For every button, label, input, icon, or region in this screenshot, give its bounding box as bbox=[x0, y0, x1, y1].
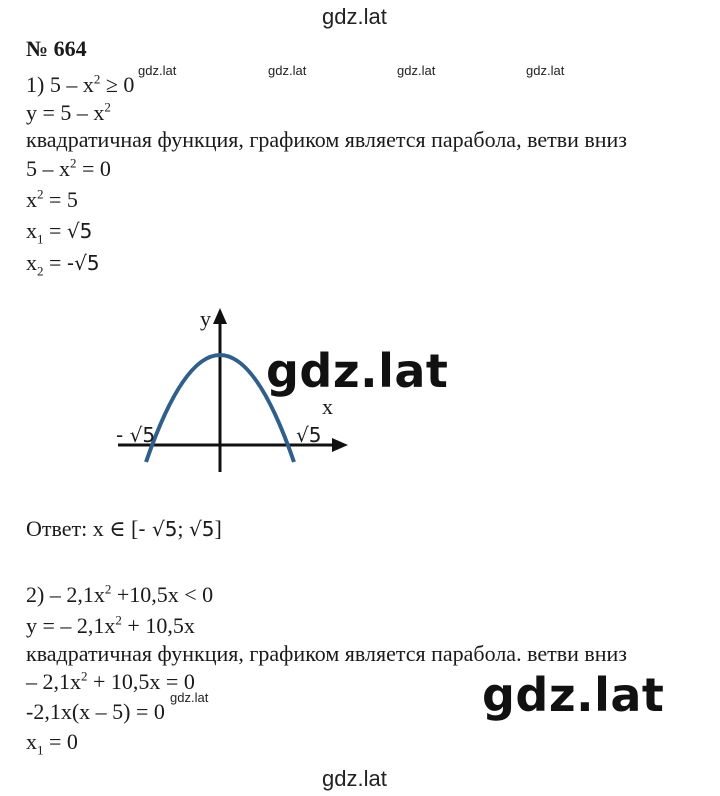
part2-root1: $x_1 = 0$ bbox=[26, 729, 78, 758]
part1-description: квадратичная функция, графиком является парабола, ветви вниз bbox=[26, 127, 627, 152]
watermark-big-graph: gdz.lat bbox=[266, 344, 449, 398]
part1-function: $y = 5 - x^2$ bbox=[26, 99, 111, 125]
part1-answer: Ответ: x ∈ [- √5; √5] bbox=[26, 516, 222, 541]
watermark-bottom: gdz.lat bbox=[322, 766, 387, 791]
part1-root2: $x_2 = -√5$ bbox=[26, 250, 100, 279]
graph-right-root: √5 bbox=[296, 423, 322, 447]
part2-description: квадратичная функция, графиком является парабола. ветви вниз bbox=[26, 641, 627, 666]
graph-x-label: x bbox=[322, 394, 333, 419]
watermark-small-lower: gdz.lat bbox=[170, 690, 209, 705]
watermark-small: gdz.lat bbox=[268, 63, 307, 78]
problem-number: № 664 bbox=[26, 36, 87, 61]
part2-inequality: $2) - 2,1x^2 +10,5x < 0$ bbox=[26, 581, 214, 607]
y-axis-arrow bbox=[213, 308, 227, 324]
part1-equation: $5 - x^2 = 0$ bbox=[26, 155, 111, 181]
watermark-small: gdz.lat bbox=[138, 63, 177, 78]
graph-y-label: y bbox=[200, 306, 211, 331]
watermark-big-lower: gdz.lat bbox=[482, 668, 665, 722]
part2-equation: – $2,1x^2 + 10,5x = 0$ bbox=[26, 668, 195, 694]
watermark-small: gdz.lat bbox=[397, 63, 436, 78]
watermark-small: gdz.lat bbox=[526, 63, 565, 78]
watermark-top: gdz.lat bbox=[322, 4, 387, 29]
graph-left-root: - √5 bbox=[116, 423, 156, 447]
part1-x-squared: $x^2 = 5$ bbox=[26, 186, 78, 212]
part2-function: y = – $2,1x^2 + 10,5x$ bbox=[26, 612, 195, 638]
part1-inequality: 1) $5 - x^2 \ge 0$ bbox=[26, 71, 135, 97]
part1-root1: $x_1 = √5$ bbox=[26, 218, 93, 247]
x-axis-arrow bbox=[332, 438, 348, 452]
part2-factored: -2,1x(x – 5) = 0 bbox=[26, 699, 165, 724]
